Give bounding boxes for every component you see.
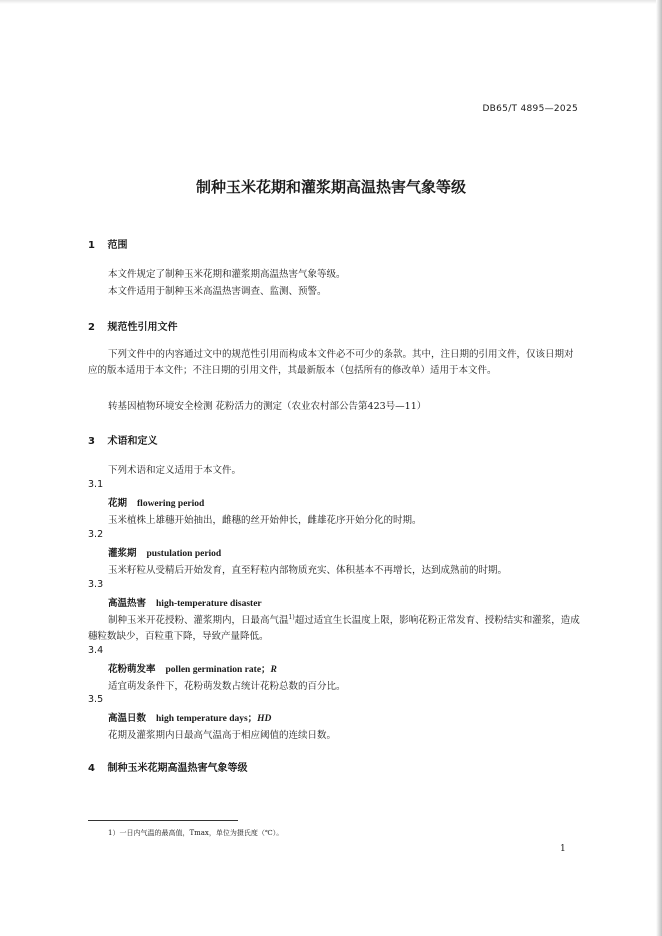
term-en: high-temperature disaster	[156, 599, 262, 609]
term-heading	[108, 595, 262, 609]
term-definition	[88, 610, 582, 645]
term-en: pustulation period	[146, 549, 222, 559]
clause-number: 3.4	[88, 645, 104, 656]
definition-text: 超过适宜生长温度上限，影响花粉正常发育、授粉结实和灌浆，造成穗粒数缺少，百粒重下降，导致产量降低。	[88, 615, 580, 643]
section-title: 制种玉米花期高温热害气象等级	[107, 763, 248, 774]
clause-number: 3.1	[88, 479, 104, 490]
term-definition: 适宜萌发条件下，花粉萌发数占统计花粉总数的百分比。	[108, 681, 346, 692]
footnote-divider	[88, 820, 238, 821]
term-zh: 灌浆期	[108, 548, 137, 559]
scope-line-1: 本文件规定了制种玉米花期和灌浆期高温热害气象等级。	[108, 269, 346, 280]
term-heading	[108, 710, 271, 724]
term-zh: 高温热害	[108, 598, 147, 609]
term-zh: 花粉萌发率	[108, 664, 156, 675]
document-title: 制种玉米花期和灌浆期高温热害气象等级	[195, 178, 466, 196]
term-symbol: R	[270, 665, 277, 675]
term-heading	[108, 495, 204, 509]
terms-intro: 下列术语和定义适用于本文件。	[108, 465, 242, 476]
section-3-heading	[88, 432, 157, 447]
term-definition: 花期及灌浆期内日最高气温高于相应阈值的连续日数。	[108, 730, 337, 741]
term-zh: 花期	[108, 498, 128, 509]
page-number: 1	[560, 844, 566, 854]
clause-number: 3.5	[88, 694, 104, 705]
section-title: 规范性引用文件	[107, 322, 178, 333]
footnote-ref: 1)	[288, 614, 295, 621]
clause-number: 3.2	[88, 529, 104, 540]
footnote: 1）一日内气温的最高值，Tmax，单位为摄氏度（℃）。	[108, 829, 284, 837]
section-4-heading	[88, 759, 247, 774]
term-en: flowering period	[137, 499, 205, 509]
term-zh: 高温日数	[108, 713, 147, 724]
term-heading	[108, 545, 221, 559]
term-heading	[108, 661, 277, 675]
scope-line-2: 本文件适用于制种玉米高温热害调查、监测、预警。	[108, 286, 327, 297]
section-number: 1	[88, 240, 95, 251]
section-2-heading	[88, 318, 177, 333]
scan-shadow-top	[0, 0, 662, 4]
term-definition: 玉米籽粒从受精后开始发育，直至籽粒内部物质充实、体积基本不再增长，达到成熟前的时期。	[108, 565, 508, 576]
scan-shadow-right	[656, 0, 662, 936]
normative-intro: 下列文件中的内容通过文中的规范性引用而构成本文件必不可少的条款。其中，注日期的引用文件，仅该日期对应的版本适用于本文件；不注日期的引用文件，其最新版本（包括所有的修改单）适用于本文件。	[88, 349, 574, 376]
definition-text: 制种玉米开花授粉、灌浆期内，日最高气温	[108, 615, 289, 627]
standard-code: DB65/T 4895—2025	[482, 104, 578, 114]
section-number: 4	[88, 763, 95, 774]
clause-number: 3.3	[88, 579, 104, 590]
term-en: high temperature days；	[156, 714, 258, 724]
normative-reference: 转基因植物环境安全检测 花粉活力的测定（农业农村部公告第423号—11）	[108, 401, 427, 412]
section-title: 范围	[107, 240, 128, 251]
section-title: 术语和定义	[107, 436, 158, 447]
section-number: 3	[88, 436, 95, 447]
term-symbol: HD	[257, 714, 272, 724]
section-number: 2	[88, 322, 95, 333]
term-en: pollen germination rate；	[165, 665, 271, 675]
section-1-heading	[88, 236, 127, 251]
term-definition: 玉米植株上雄穗开始抽出，雌穗的丝开始伸长，雌雄花序开始分化的时期。	[108, 515, 422, 526]
